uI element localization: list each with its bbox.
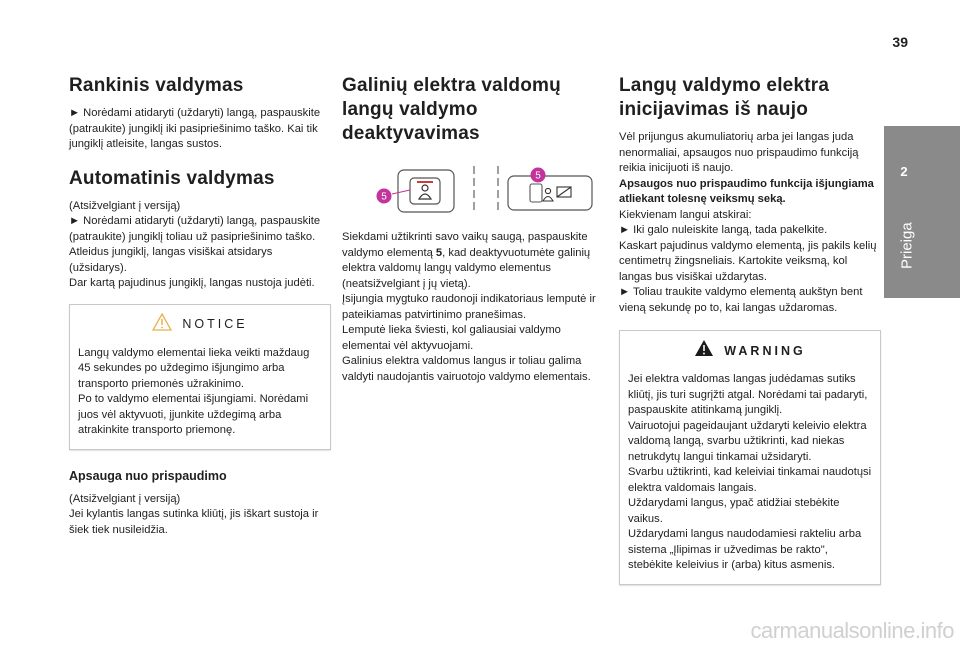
notice-title: NOTICE — [182, 317, 248, 331]
callout-5-left-label: 5 — [381, 191, 387, 203]
column-1 — [69, 74, 331, 538]
paragraph: ► Toliau traukite valdymo elementą aukštyn bent vieną sekundę po to, kai langas uždaromas. — [619, 286, 863, 314]
paragraph: Kiekvienam langui atskirai: — [619, 208, 752, 221]
paragraph: (Atsižvelgiant į versiją) — [69, 199, 181, 212]
paragraph: Dar kartą pajudinus jungiklį, langas nustoja judėti. — [69, 277, 315, 289]
heading-automatic-operation: Automatinis valdymas — [69, 167, 275, 189]
paragraph: Jei kylantis langas sutinka kliūtį, jis iškart sustoja ir šiek tiek nusileidžia. — [69, 508, 319, 536]
warning-title: WARNING — [724, 343, 806, 358]
heading-anti-pinch: Apsauga nuo prispaudimo — [69, 468, 227, 483]
chapter-tab-label: Prieiga — [898, 222, 916, 270]
column-3 — [619, 74, 881, 585]
warning-text: Jei elektra valdomas langas judėdamas sutiks kliūtį, jis turi sugrįžti atgal. Norėdami tai padaryti, paspauskite atitinkamą jungiklį. — [628, 373, 868, 416]
paragraph: Galinius elektra valdomus langus ir toliau galima valdyti naudojantis vairuotojo valdymo elementais. — [342, 355, 591, 383]
paragraph: ► Norėdami atidaryti (uždaryti) langą, paspauskite (patraukite) jungiklį toliau už pasipriešinimo taško. Atleidus jungiklį, langas visiškai atsidarys (užsidarys). — [69, 215, 321, 274]
paragraph: Įsijungia mygtuko raudonoji indikatoriaus lemputė ir pateikiamas patvirtinimo pranešimas. — [342, 293, 596, 321]
paragraph: ► Iki galo nuleiskite langą, tada pakelkite. — [619, 224, 828, 236]
paragraph-bold: Apsaugos nuo prispaudimo funkcija išjungiama atliekant tolesnę veiksmų seką. — [619, 177, 874, 205]
notice-text: Po to valdymo elementai išjungiami. Norėdami juos vėl aktyvuoti, įjunkite uždegimą arba atrakinkite transporto priemonę. — [78, 393, 309, 436]
paragraph: Lemputė lieka šviesti, kol galiausiai valdymo elementai vėl aktyvuojami. — [342, 324, 561, 352]
warning-text: Vairuotojui pageidaujant uždaryti keleivio elektra valdomą langą, svarbu užtikrinti, kad niekas netrukdytų langui tinkamai užsidaryti. — [628, 419, 867, 463]
warning-text: Svarbu užtikrinti, kad keleiviai tinkamai naudotųsi elektra valdomais langais. — [628, 466, 872, 494]
warning-text: Uždarydami langus, ypač atidžiai stebėkite vaikus. — [628, 497, 840, 525]
heading-manual-operation: Rankinis valdymas — [69, 75, 244, 96]
warning-text: Uždarydami langus naudodamiesi rakteliu arba sistema „Įlipimas ir užvedimas be rakto", stebėkite keleivius ir (arba) kitus asmenis. — [628, 528, 862, 571]
paragraph: (Atsižvelgiant į versiją) — [69, 492, 181, 505]
paragraph: Kaskart pajudinus valdymo elementą, jis pakils kelių centimetrų žingsneliais. Kartokite veiksmą, kol langas bus visiškai uždarytas. — [619, 239, 877, 283]
chapter-tab[interactable] — [884, 126, 960, 298]
notice-triangle-icon — [152, 313, 172, 336]
paragraph: ► Norėdami atidaryti (uždaryti) langą, paspauskite (patraukite) jungiklį iki pasipriešinimo taško. Kai tik jungiklį atleisite, langas sustos. — [69, 107, 321, 150]
window-lock-switch-icon — [530, 184, 542, 202]
page-number: 39 — [892, 34, 908, 50]
notice-text: Langų valdymo elementai lieka veikti maždaug 45 sekundes po uždegimo išjungimo arba transporto priemonės užrakinimo. — [78, 346, 310, 390]
warning-box — [619, 330, 881, 585]
heading-rear-window-deactivation: Galinių elektra valdomų langų valdymo deaktyvavimas — [342, 75, 561, 144]
callout-5-right-label: 5 — [535, 170, 541, 182]
chapter-tab-number: 2 — [900, 164, 908, 179]
paragraph: Vėl prijungus akumuliatorių arba jei langas juda nenormaliai, apsaugos nuo prispaudimo funkciją reikia inicijuoti iš naujo. — [619, 131, 859, 174]
notice-box — [69, 304, 331, 450]
heading-window-reinitialisation: Langų valdymo elektra inicijavimas iš naujo — [619, 75, 830, 120]
child-lock-illustration — [370, 164, 600, 216]
column-2 — [342, 74, 606, 385]
watermark: carmanualsonline.info — [750, 618, 954, 643]
warning-triangle-icon — [694, 339, 714, 362]
paragraph: Siekdami užtikrinti savo vaikų saugą, paspauskite valdymo elementą 5, kad deaktyvuotumėte galinių elektra valdomų langų valdymo elementus (neatsižvelgiant į jų vietą). — [342, 231, 591, 290]
